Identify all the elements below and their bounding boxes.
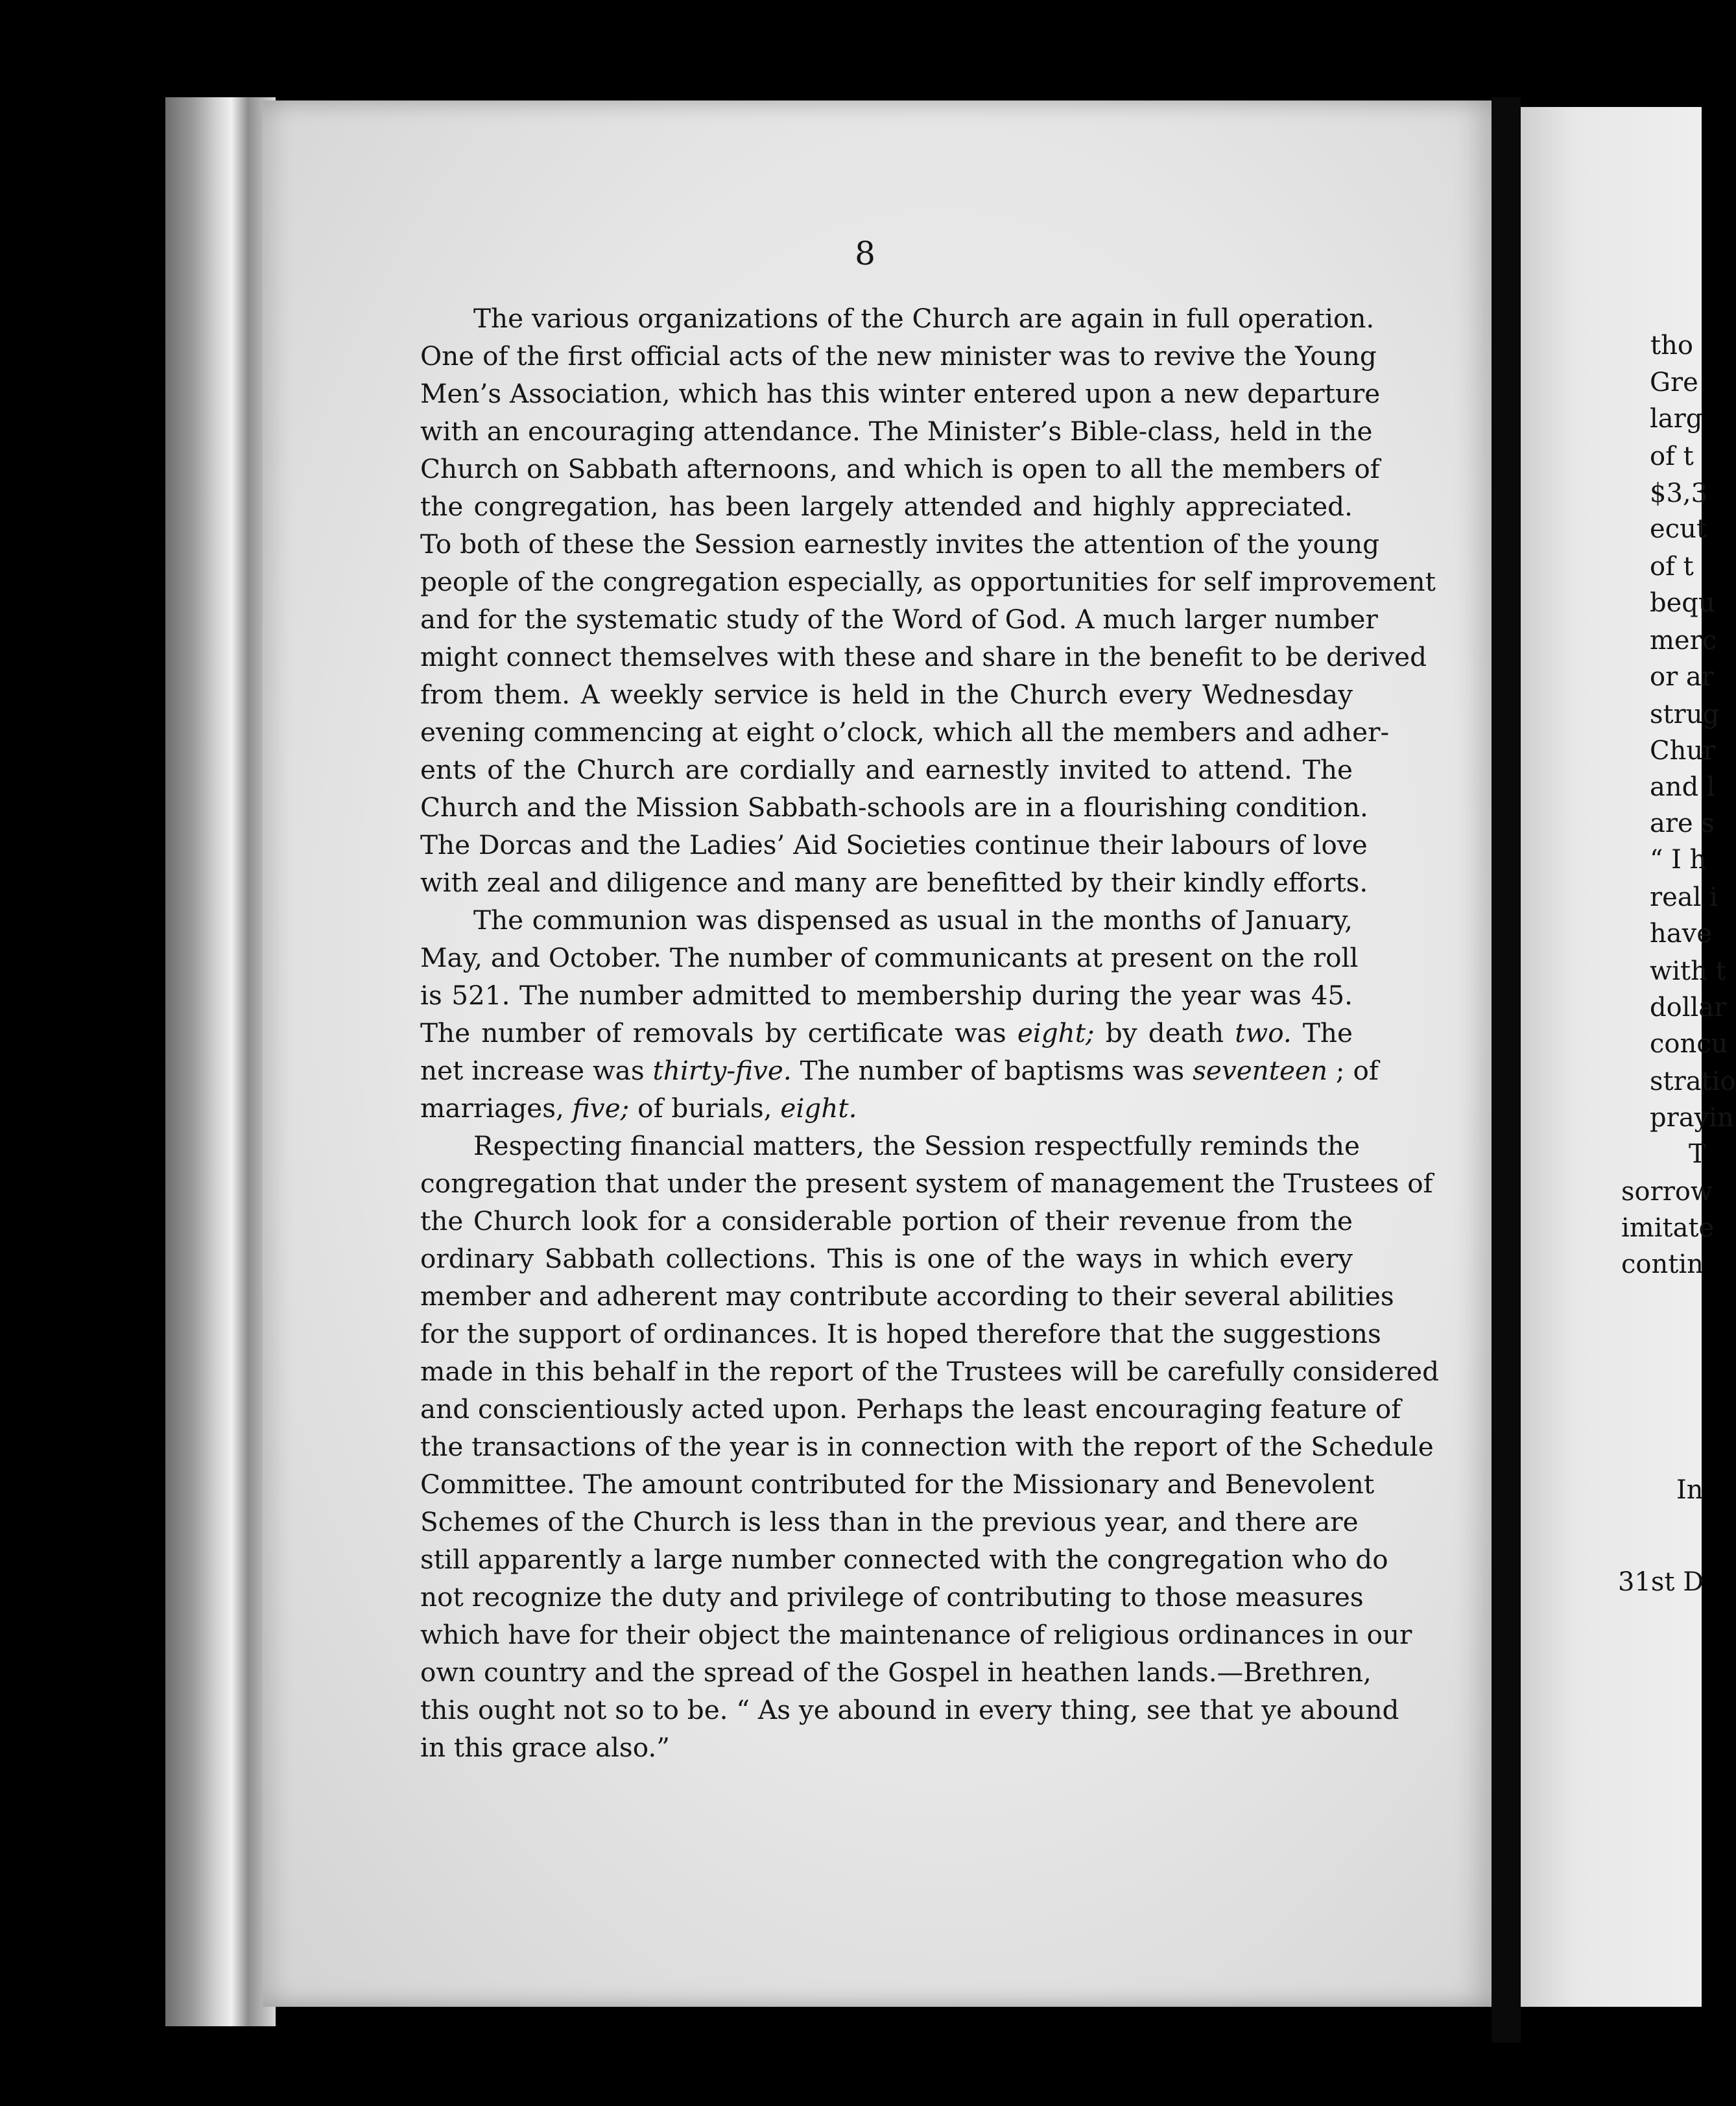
text-segment: The (1291, 1017, 1353, 1048)
right-page-fragment: T (1689, 1139, 1706, 1169)
right-page-fragment: strug (1650, 700, 1720, 729)
text-line: Church on Sabbath afternoons, and which is open to all the members of (420, 453, 1380, 484)
right-page-fragment: ecut (1650, 514, 1707, 544)
text-line: for the support of ordinances. It is hoped therefore that the suggestions (420, 1318, 1381, 1349)
right-page-fragment: prayin (1650, 1103, 1734, 1133)
text-segment: net increase was (420, 1055, 653, 1086)
text-segment: The number of baptisms was (791, 1055, 1193, 1086)
text-line: this ought not so to be. “ As ye abound in every thing, see that ye abound (420, 1694, 1399, 1725)
text-line: To both of these the Session earnestly invites the attention of the young (420, 528, 1380, 560)
text-line: The communion was dispensed as usual in the months of January, (473, 905, 1353, 936)
text-line-removals (420, 1014, 1353, 1052)
text-line: might connect themselves with these and share in the benefit to be derived (420, 641, 1427, 672)
right-page-fragment: Gre (1650, 368, 1698, 397)
text-line: May, and October. The number of communicants at present on the roll (420, 942, 1359, 973)
text-segment: ; of (1327, 1055, 1379, 1086)
text-line: with an encouraging attendance. The Minister’s Bible-class, held in the (420, 416, 1373, 447)
right-page-fragment: are s (1650, 809, 1715, 838)
right-page-fragment: of t (1650, 552, 1694, 582)
text-line: and for the systematic study of the Word of God. A much larger number (420, 604, 1378, 635)
text-line: Men’s Association, which has this winter entered upon a new departure (420, 378, 1381, 409)
page-number: 8 (855, 235, 875, 272)
text-line: The Dorcas and the Ladies’ Aid Societies continue their labours of love (420, 829, 1368, 860)
italic-segment: two. (1235, 1017, 1292, 1048)
text-line: Committee. The amount contributed for the Missionary and Benevolent (420, 1469, 1375, 1500)
right-page-fragment: and l (1650, 772, 1715, 802)
text-line: which have for their object the maintenance of religious ordinances in our (420, 1619, 1412, 1650)
paragraph-organizations (420, 300, 1436, 901)
text-segment: marriages, (420, 1093, 573, 1124)
text-line: the transactions of the year is in connection with the report of the Schedule (420, 1431, 1434, 1462)
text-line: congregation that under the present system of management the Trustees of (420, 1168, 1433, 1199)
right-page-fragment: “ I h (1650, 845, 1707, 875)
book-gutter (1492, 97, 1521, 2042)
right-page-fragment: imitate (1621, 1213, 1715, 1243)
right-page-fragment: real i (1650, 882, 1718, 912)
italic-segment: seventeen (1193, 1055, 1328, 1086)
text-segment: of burials, (629, 1093, 781, 1124)
book-page-edges (165, 97, 276, 2026)
body-text (420, 300, 1440, 1766)
right-page-fragment: concu (1650, 1029, 1728, 1059)
text-line: One of the first official acts of the new minister was to revive the Young (420, 340, 1377, 372)
right-page-fragment: merc (1650, 626, 1717, 656)
text-line: member and adherent may contribute according to their several abilities (420, 1281, 1394, 1312)
text-line: and conscientiously acted upon. Perhaps the least encouraging feature of (420, 1393, 1401, 1425)
text-line: still apparently a large number connected with the congregation who do (420, 1544, 1388, 1575)
paragraph-financial (420, 1127, 1440, 1766)
right-page-fragment: sorrow (1621, 1177, 1713, 1207)
text-line-increase (420, 1052, 1379, 1089)
text-line: evening commencing at eight o’clock, which all the members and adher- (420, 716, 1390, 748)
text-line: The various organizations of the Church are again in full operation. (473, 303, 1375, 334)
text-segment: The number of removals by certificate was (420, 1017, 1017, 1048)
italic-segment: five; (572, 1093, 630, 1124)
text-line: Schemes of the Church is less than in the previous year, and there are (420, 1506, 1359, 1537)
right-page-fragment: tho (1650, 331, 1693, 361)
text-line: ordinary Sabbath collections. This is one of the ways in which every (420, 1243, 1353, 1274)
text-line: own country and the spread of the Gospel in heathen lands.—Brethren, (420, 1657, 1372, 1688)
right-page (1521, 107, 1736, 2007)
text-line: the Church look for a considerable portion of their revenue from the (420, 1205, 1353, 1236)
text-line: the congregation, has been largely attended and highly appreciated. (420, 491, 1353, 522)
text-line: in this grace also.” (420, 1732, 670, 1763)
text-line: not recognize the duty and privilege of contributing to those measures (420, 1581, 1364, 1613)
text-line-marriages (420, 1089, 1353, 1127)
text-line: is 521. The number admitted to membership during the year was 45. (420, 980, 1353, 1011)
text-line: people of the congregation especially, as opportunities for self improvement (420, 566, 1436, 597)
right-page-fragment: of t (1650, 442, 1694, 471)
right-page-fragment: dollar (1650, 993, 1727, 1023)
italic-segment: eight; (1017, 1017, 1095, 1048)
text-line: made in this behalf in the report of the Trustees will be carefully considered (420, 1356, 1440, 1387)
right-page-fragment: contin (1621, 1249, 1704, 1279)
italic-segment: thirty-five. (652, 1055, 792, 1086)
right-page-fragment: or ar (1650, 662, 1714, 692)
text-line: from them. A weekly service is held in the Church every Wednesday (420, 679, 1353, 710)
right-page-fragment: with t (1650, 956, 1726, 986)
right-page-fragment: have (1650, 919, 1712, 949)
right-page-fragment: larg (1650, 404, 1703, 434)
text-segment: by death (1094, 1017, 1235, 1048)
right-page-fragment: 31st D (1618, 1567, 1704, 1597)
italic-segment: eight. (780, 1093, 857, 1124)
text-line: Church and the Mission Sabbath-schools are in a flourishing condition. (420, 792, 1368, 823)
right-page-fragment: Chur (1650, 736, 1716, 766)
right-page-fragment: In (1676, 1475, 1704, 1505)
text-line: with zeal and diligence and many are benefitted by their kindly efforts. (420, 867, 1368, 898)
text-line: ents of the Church are cordially and earnestly invited to attend. The (420, 754, 1353, 785)
text-line: Respecting financial matters, the Session respectfully reminds the (473, 1130, 1360, 1161)
right-page-fragment: stratio (1650, 1067, 1736, 1096)
paragraph-communion (420, 901, 1379, 1127)
right-page-fragment: $3,3 (1650, 479, 1708, 508)
right-page-fragment: bequ (1650, 588, 1715, 618)
